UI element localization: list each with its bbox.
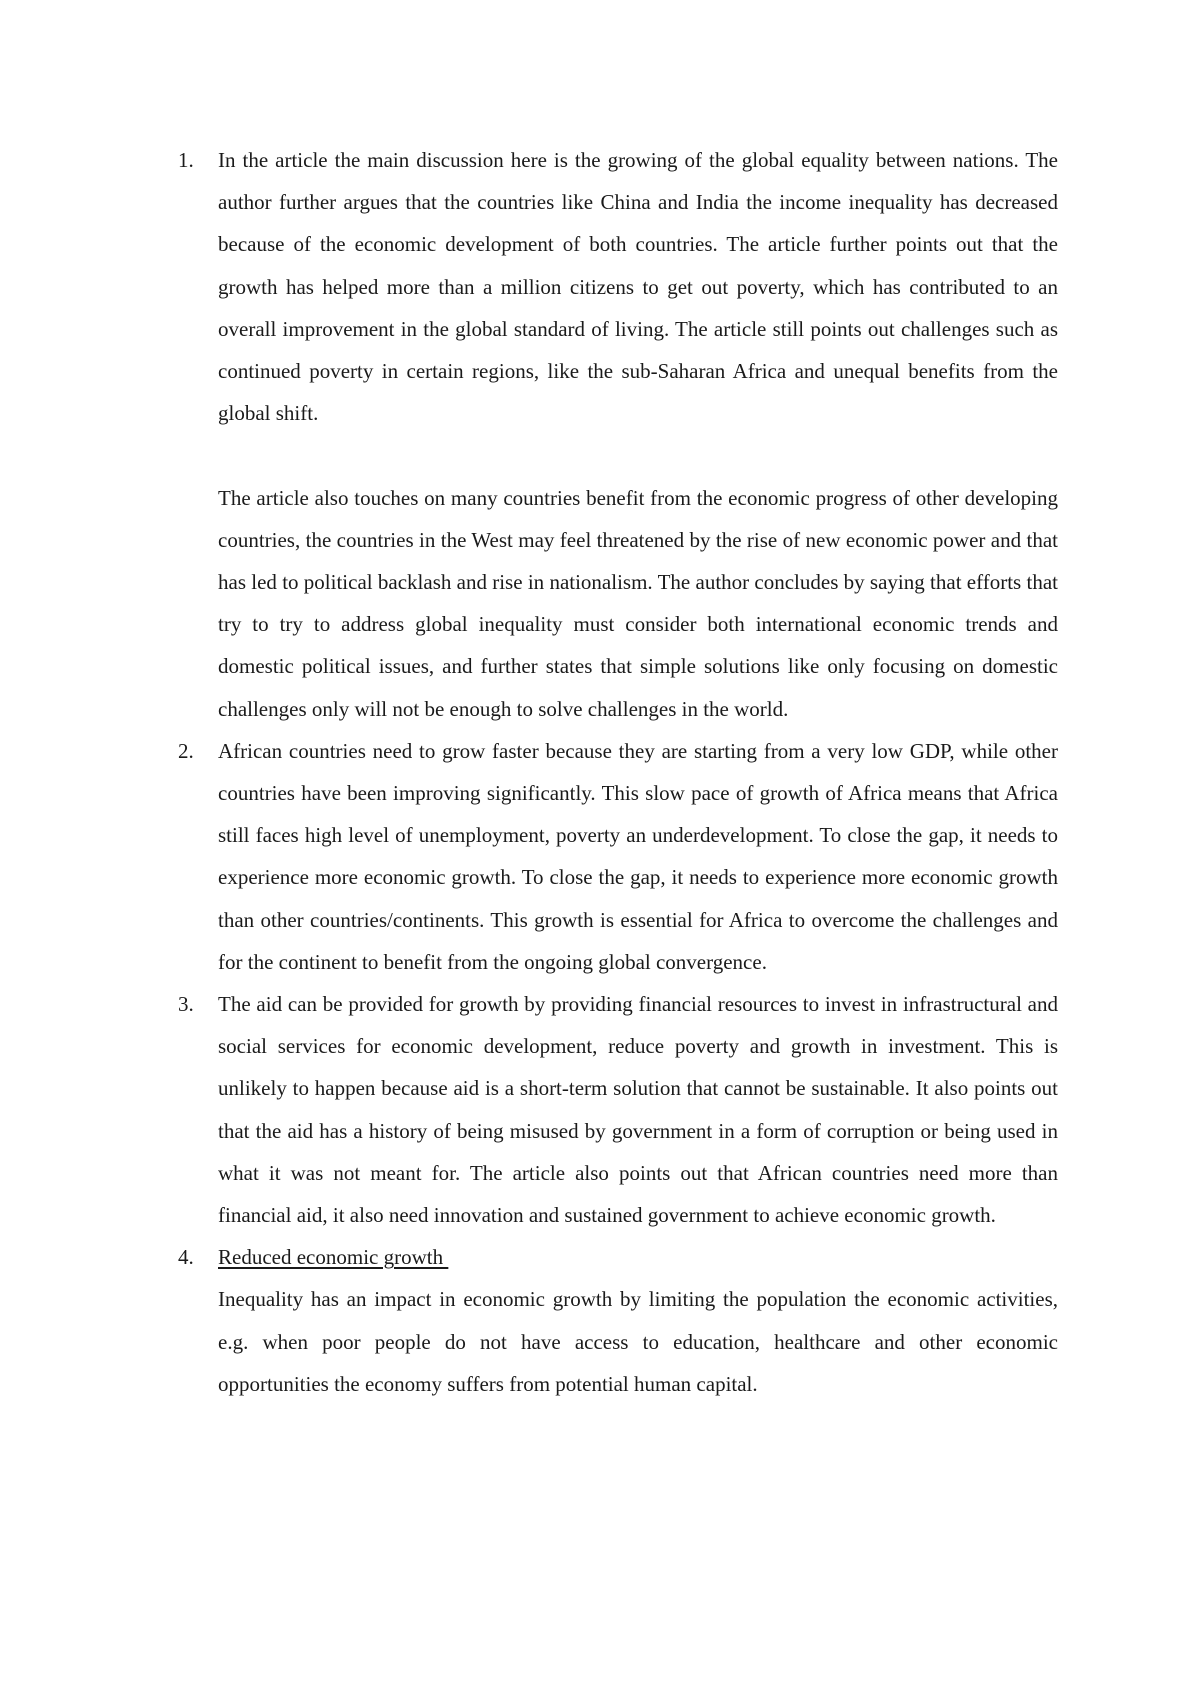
paragraph: Inequality has an impact in economic growth by limiting the population the economic activities, e.g. when poor people do not have access to education, healthcare and other economic opportunities the economy suffers from potential human capital. — [218, 1287, 1058, 1396]
list-number: 2. — [178, 738, 194, 763]
numbered-list — [178, 139, 1058, 1405]
paragraph-spacer — [218, 434, 1058, 476]
list-item-3 — [178, 983, 1058, 1236]
list-item-4 — [178, 1236, 1058, 1405]
list-item-1 — [178, 139, 1058, 730]
paragraph: African countries need to grow faster because they are starting from a very low GDP, while other countries have been improving significantly. This slow pace of growth of Africa means that Africa still faces high level of unemployment, poverty an underdevelopment. To close the gap, it needs to experience more economic growth. To close the gap, it needs to experience more economic growth than other countries/continents. This growth is essential for Africa to overcome the challenges and for the continent to benefit from the ongoing global convergence. — [218, 738, 1058, 974]
paragraph: The aid can be provided for growth by providing financial resources to invest in infrastructural and social services for economic development, reduce poverty and growth in investment. This is unlikely to happen because aid is a short-term solution that cannot be sustainable. It also points out that the aid has a history of being misused by government in a form of corruption or being used in what it was not meant for. The article also points out that African countries need more than financial aid, it also need innovation and sustained government to achieve economic growth. — [218, 992, 1058, 1228]
list-number: 4. — [178, 1245, 194, 1270]
paragraph: In the article the main discussion here is the growing of the global equality between nations. The author further argues that the countries like China and India the income inequality has decreased because of the economic development of both countries. The article further points out that the growth has helped more than a million citizens to get out poverty, which has contributed to an overall improvement in the global standard of living. The article still points out challenges such as continued poverty in certain regions, like the sub-Saharan Africa and unequal benefits from the global shift. — [218, 148, 1058, 426]
paragraph: The article also touches on many countries benefit from the economic progress of other developing countries, the countries in the West may feel threatened by the rise of new economic power and that has led to political backlash and rise in nationalism. The author concludes by saying that efforts that try to try to address global inequality must consider both international economic trends and domestic political issues, and further states that simple solutions like only focusing on domestic challenges only will not be enough to solve challenges in the world. — [218, 485, 1058, 721]
list-item-2 — [178, 730, 1058, 983]
list-number: 3. — [178, 992, 194, 1017]
list-number: 1. — [178, 148, 194, 172]
section-heading: Reduced economic growth — [218, 1245, 449, 1270]
